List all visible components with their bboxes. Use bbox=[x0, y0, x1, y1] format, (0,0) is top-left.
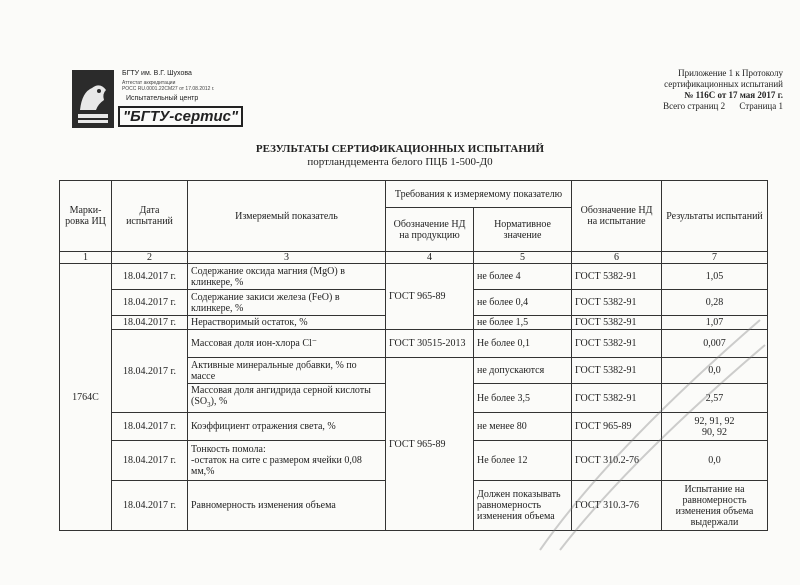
indicator-cell bbox=[188, 384, 386, 413]
header-nd-product: Обозначение НД на продукцию bbox=[386, 208, 474, 252]
organization-logo bbox=[72, 70, 239, 128]
col-index: 6 bbox=[572, 252, 662, 264]
header-requirements: Требования к измеряемому показателю bbox=[386, 181, 572, 208]
indicator-subscript: 3 bbox=[207, 401, 211, 409]
nd-product-cell: ГОСТ 30515-2013 bbox=[386, 330, 474, 358]
appendix-line-2: сертификационных испытаний bbox=[664, 79, 783, 89]
header-row bbox=[60, 181, 768, 208]
center-label: Испытательный центр bbox=[126, 95, 199, 102]
result-cell: 0,0 bbox=[662, 441, 768, 481]
date-cell: 18.04.2017 г. bbox=[112, 290, 188, 316]
nd-test-cell: ГОСТ 5382-91 bbox=[572, 384, 662, 413]
indicator-text: Массовая доля ангидрида серной кислоты (SO bbox=[191, 385, 371, 407]
norm-cell: Должен показывать равномерность изменения объема bbox=[474, 481, 572, 531]
marking-cell: 1764С bbox=[60, 264, 112, 531]
indicator-cell: Тонкость помола: -остаток на сите с размером ячейки 0,08 мм,% bbox=[188, 441, 386, 481]
appendix-line-1: Приложение 1 к Протоколу bbox=[678, 68, 783, 78]
col-index: 7 bbox=[662, 252, 768, 264]
nd-test-cell: ГОСТ 5382-91 bbox=[572, 264, 662, 290]
norm-cell: Не более 12 bbox=[474, 441, 572, 481]
norm-cell: не менее 80 bbox=[474, 413, 572, 441]
nd-test-cell: ГОСТ 310.3-76 bbox=[572, 481, 662, 531]
result-cell: 1,05 bbox=[662, 264, 768, 290]
page-number: Страница 1 bbox=[739, 101, 783, 111]
indicator-cell: Содержание закиси железа (FeO) в клинкере, % bbox=[188, 290, 386, 316]
indicator-cell: Коэффициент отражения света, % bbox=[188, 413, 386, 441]
column-index-row bbox=[60, 252, 768, 264]
indicator-cell: Активные минеральные добавки, % по массе bbox=[188, 358, 386, 384]
result-cell: Испытание на равномерность изменения объема выдержали bbox=[662, 481, 768, 531]
header-results: Результаты испытаний bbox=[662, 181, 768, 252]
city-emblem-icon bbox=[72, 70, 114, 128]
indicator-cell: Равномерность изменения объема bbox=[188, 481, 386, 531]
col-index: 3 bbox=[188, 252, 386, 264]
total-pages: Всего страниц 2 bbox=[663, 101, 726, 111]
result-cell: 0,007 bbox=[662, 330, 768, 358]
header-marking: Марки-ровка ИЦ bbox=[60, 181, 112, 252]
results-table bbox=[59, 180, 768, 531]
col-index: 2 bbox=[112, 252, 188, 264]
date-cell: 18.04.2017 г. bbox=[112, 413, 188, 441]
nd-test-cell: ГОСТ 5382-91 bbox=[572, 290, 662, 316]
table-row bbox=[60, 264, 768, 290]
brand-name: "БГТУ-сертис" bbox=[118, 106, 243, 127]
norm-cell: не более 4 bbox=[474, 264, 572, 290]
nd-test-cell: ГОСТ 5382-91 bbox=[572, 316, 662, 330]
result-cell: 0,28 bbox=[662, 290, 768, 316]
norm-cell: Не более 3,5 bbox=[474, 384, 572, 413]
date-cell: 18.04.2017 г. bbox=[112, 264, 188, 290]
protocol-number: № 116С от 17 мая 2017 г. bbox=[684, 90, 783, 100]
appendix-header bbox=[651, 68, 783, 112]
norm-cell: не более 0,4 bbox=[474, 290, 572, 316]
norm-cell: не более 1,5 bbox=[474, 316, 572, 330]
indicator-tail: ), % bbox=[210, 396, 228, 407]
date-cell: 18.04.2017 г. bbox=[112, 481, 188, 531]
header-normative: Нормативное значение bbox=[474, 208, 572, 252]
col-index: 1 bbox=[60, 252, 112, 264]
col-index: 4 bbox=[386, 252, 474, 264]
date-cell: 18.04.2017 г. bbox=[112, 330, 188, 413]
nd-product-cell: ГОСТ 965-89 bbox=[386, 358, 474, 531]
indicator-cell: Содержание оксида магния (MgO) в клинкере, % bbox=[188, 264, 386, 290]
result-cell: 0,0 bbox=[662, 358, 768, 384]
nd-test-cell: ГОСТ 310.2-76 bbox=[572, 441, 662, 481]
pages-line bbox=[651, 101, 783, 112]
org-name: БГТУ им. В.Г. Шухова bbox=[122, 70, 192, 77]
indicator-cell: Нерастворимый остаток, % bbox=[188, 316, 386, 330]
norm-cell: не допускаются bbox=[474, 358, 572, 384]
header-date: Дата испытаний bbox=[112, 181, 188, 252]
result-cell: 92, 91, 92 90, 92 bbox=[662, 413, 768, 441]
table-row bbox=[60, 330, 768, 358]
col-index: 5 bbox=[474, 252, 572, 264]
result-cell: 1,07 bbox=[662, 316, 768, 330]
date-cell: 18.04.2017 г. bbox=[112, 316, 188, 330]
nd-product-cell: ГОСТ 965-89 bbox=[386, 264, 474, 330]
header-nd-test: Обозначение НД на испытание bbox=[572, 181, 662, 252]
accreditation-text: Аттестат аккредитации РОСС RU.0001.22СМ27 от 17.08.2012 г. bbox=[122, 80, 215, 92]
nd-test-cell: ГОСТ 5382-91 bbox=[572, 358, 662, 384]
header-indicator: Измеряемый показатель bbox=[188, 181, 386, 252]
indicator-cell: Массовая доля ион-хлора Cl⁻ bbox=[188, 330, 386, 358]
document-title: РЕЗУЛЬТАТЫ СЕРТИФИКАЦИОННЫХ ИСПЫТАНИЙ bbox=[255, 143, 545, 155]
norm-cell: Не более 0,1 bbox=[474, 330, 572, 358]
nd-test-cell: ГОСТ 5382-91 bbox=[572, 330, 662, 358]
document-subtitle: портландцемента белого ПЦБ 1-500-Д0 bbox=[307, 156, 493, 168]
result-cell: 2,57 bbox=[662, 384, 768, 413]
nd-test-cell: ГОСТ 965-89 bbox=[572, 413, 662, 441]
date-cell: 18.04.2017 г. bbox=[112, 441, 188, 481]
